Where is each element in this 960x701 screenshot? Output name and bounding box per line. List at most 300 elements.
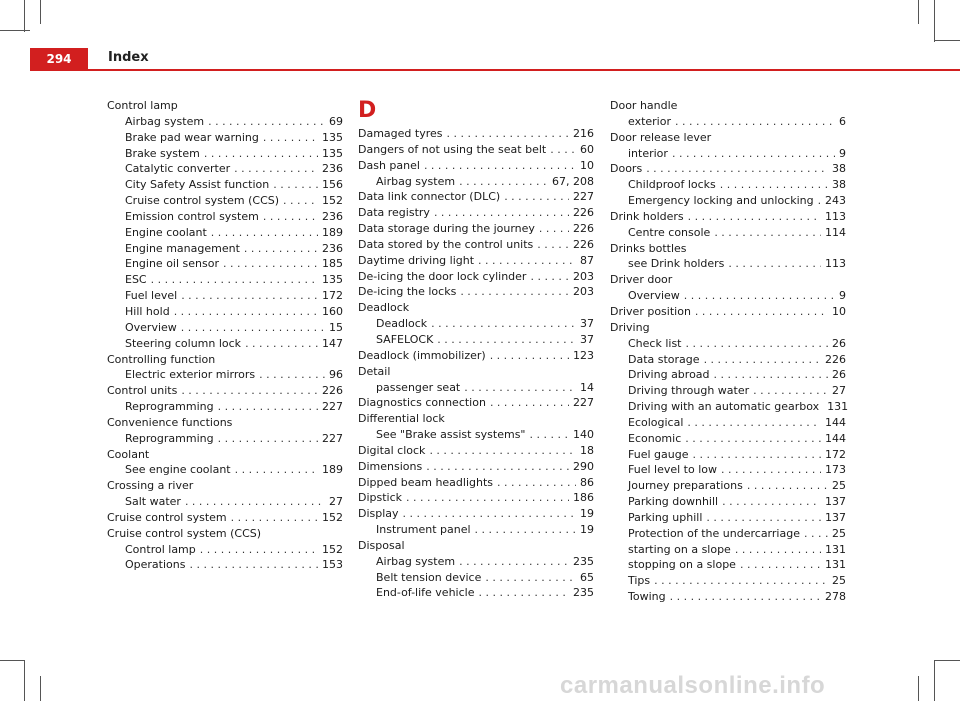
dot-leader: [189, 557, 318, 573]
page-reference[interactable]: 189: [322, 225, 343, 239]
page-reference[interactable]: 26: [832, 368, 846, 382]
index-subentry[interactable]: [610, 256, 846, 272]
index-subentry[interactable]: [610, 447, 846, 463]
index-subentry[interactable]: [358, 522, 594, 538]
dot-leader: [273, 177, 318, 193]
index-entry[interactable]: [358, 237, 594, 253]
page-reference[interactable]: 10: [832, 304, 846, 318]
index-subentry[interactable]: [107, 431, 343, 447]
entry-label: Diagnostics connection: [358, 396, 486, 410]
entry-label: Emission control system: [125, 209, 259, 223]
index-subentry[interactable]: [610, 225, 846, 241]
page-reference[interactable]: 227: [322, 431, 343, 445]
entry-label: Digital clock: [358, 443, 426, 457]
page-reference[interactable]: 25: [832, 526, 846, 540]
entry-label: ESC: [125, 273, 147, 287]
page-reference[interactable]: 173: [825, 463, 846, 477]
page-reference[interactable]: 203: [573, 285, 594, 299]
page-reference[interactable]: 9: [839, 289, 846, 303]
page-reference[interactable]: 227: [573, 396, 594, 410]
entry-label: Operations: [125, 558, 186, 572]
index-heading: Disposal: [358, 538, 405, 552]
crop-mark: [934, 0, 935, 42]
crop-mark: [24, 0, 25, 32]
page-number-tab: [30, 48, 88, 70]
entry-label: Overview: [628, 289, 680, 303]
entry-label: Display: [358, 507, 399, 521]
dot-leader: [497, 475, 576, 491]
index-entry[interactable]: [358, 126, 594, 142]
index-subentry[interactable]: [107, 272, 343, 288]
index-entry[interactable]: [358, 459, 594, 475]
entry-label: Engine oil sensor: [125, 257, 219, 271]
entry-label: Instrument panel: [376, 523, 471, 537]
index-subentry[interactable]: [610, 494, 846, 510]
entry-label: Airbag system: [125, 114, 205, 128]
index-subentry[interactable]: [610, 146, 846, 162]
entry-label: Brake pad wear warning: [125, 130, 259, 144]
entry-label: Emergency locking and unlocking: [628, 194, 814, 208]
entry-label: Driving with an automatic gearbox: [628, 400, 820, 414]
entry-label: Deadlock (immobilizer): [358, 348, 486, 362]
dot-leader: [151, 272, 318, 288]
entry-label: Dipstick: [358, 491, 403, 505]
index-subentry[interactable]: [358, 316, 594, 332]
dot-leader: [200, 542, 318, 558]
page-reference[interactable]: 67, 208: [552, 174, 594, 188]
entry-label: interior: [628, 146, 668, 160]
header-rule: [30, 69, 960, 71]
page-reference[interactable]: 144: [825, 415, 846, 429]
index-subentry[interactable]: [358, 174, 594, 190]
dot-leader: [735, 542, 821, 558]
dot-leader: [218, 399, 318, 415]
entry-label: Economic: [628, 431, 682, 445]
index-subentry[interactable]: [610, 573, 846, 589]
crop-mark: [934, 660, 935, 701]
dot-leader: [245, 336, 318, 352]
page-reference[interactable]: 137: [825, 510, 846, 524]
page-reference[interactable]: 96: [329, 368, 343, 382]
page-reference[interactable]: 216: [573, 127, 594, 140]
entry-label: Catalytic converter: [125, 162, 231, 176]
entry-label: Protection of the undercarriage: [628, 526, 800, 540]
entry-label: Childproof locks: [628, 178, 716, 192]
dot-leader: [437, 332, 576, 348]
entry-label: Drink holders: [610, 209, 684, 223]
dot-leader: [234, 161, 318, 177]
page-reference[interactable]: 172: [322, 289, 343, 303]
index-subentry[interactable]: [107, 241, 343, 257]
entry-label: starting on a slope: [628, 542, 731, 556]
index-entry[interactable]: [358, 490, 594, 506]
page-reference[interactable]: 147: [322, 336, 343, 350]
dot-leader: [539, 221, 569, 237]
entry-label: Airbag system: [376, 174, 456, 188]
index-subentry[interactable]: [107, 304, 343, 320]
dot-leader: [263, 130, 318, 146]
index-entry[interactable]: [358, 475, 594, 491]
page-reference[interactable]: 203: [573, 269, 594, 283]
dot-leader: [478, 253, 576, 269]
page-reference[interactable]: 14: [580, 380, 594, 394]
dot-leader: [695, 304, 828, 320]
index-entry[interactable]: [610, 304, 846, 320]
dot-leader: [675, 114, 835, 130]
page-reference[interactable]: 10: [580, 158, 594, 172]
index-subentry[interactable]: [610, 336, 846, 352]
page-reference[interactable]: 114: [825, 225, 846, 239]
dot-leader: [231, 510, 318, 526]
index-heading: Detail: [358, 364, 391, 378]
entry-label: Belt tension device: [376, 570, 482, 584]
page-reference[interactable]: 87: [580, 253, 594, 267]
index-subentry[interactable]: [107, 462, 343, 478]
index-subentry[interactable]: [107, 494, 343, 510]
index-entry[interactable]: [610, 209, 846, 225]
page-reference[interactable]: 137: [825, 495, 846, 509]
index-subentry[interactable]: [358, 585, 594, 601]
page-reference[interactable]: 185: [322, 257, 343, 271]
entry-label: Ecological: [628, 415, 684, 429]
crop-mark: [0, 660, 24, 661]
page-reference[interactable]: 27: [329, 495, 343, 509]
page-reference[interactable]: 38: [832, 178, 846, 192]
dot-leader: [753, 383, 828, 399]
entry-label: Engine coolant: [125, 225, 207, 239]
page-reference[interactable]: 186: [573, 491, 594, 505]
index-subentry[interactable]: [610, 478, 846, 494]
dot-leader: [721, 462, 821, 478]
dot-leader: [283, 193, 318, 209]
index-entry[interactable]: [358, 253, 594, 269]
dot-leader: [244, 241, 318, 257]
entry-label: Control lamp: [125, 542, 196, 556]
entry-label: Dash panel: [358, 158, 420, 172]
page-reference[interactable]: 26: [832, 336, 846, 350]
dot-leader: [687, 415, 821, 431]
page-reference[interactable]: 226: [573, 222, 594, 236]
entry-label: Parking downhill: [628, 495, 719, 509]
page-reference[interactable]: 18: [580, 443, 594, 457]
section-letter: D: [358, 98, 377, 123]
crop-mark: [40, 676, 41, 701]
index-subentry[interactable]: [358, 570, 594, 586]
page-reference[interactable]: 37: [580, 332, 594, 346]
entry-label: Cruise control system (CCS): [125, 194, 280, 208]
entry-label: City Safety Assist function: [125, 178, 270, 192]
page-reference[interactable]: 131: [825, 542, 846, 556]
entry-label: Dangers of not using the seat belt: [358, 142, 547, 156]
index-subentry[interactable]: [610, 288, 846, 304]
page-reference[interactable]: 152: [322, 510, 343, 524]
page-reference[interactable]: 227: [322, 400, 343, 414]
page-reference[interactable]: 86: [580, 475, 594, 489]
crop-mark: [934, 660, 960, 661]
page-reference[interactable]: 236: [322, 162, 343, 176]
page-reference[interactable]: 135: [322, 130, 343, 144]
index-entry[interactable]: [107, 383, 343, 399]
dot-leader: [460, 284, 569, 300]
dot-leader: [431, 316, 576, 332]
index-entry[interactable]: [358, 189, 594, 205]
index-entry[interactable]: [358, 269, 594, 285]
dot-leader: [654, 573, 828, 589]
entry-label: Driving through water: [628, 384, 750, 398]
index-entry[interactable]: [358, 348, 594, 364]
entry-label: Data storage during the journey: [358, 222, 535, 236]
page-reference[interactable]: 38: [832, 162, 846, 176]
index-entry[interactable]: [358, 395, 594, 411]
entry-label: Damaged tyres: [358, 127, 443, 140]
page-reference[interactable]: 235: [573, 586, 594, 600]
page-reference[interactable]: 153: [322, 558, 343, 572]
entry-label: Driver position: [610, 304, 691, 318]
page-reference[interactable]: 25: [832, 479, 846, 493]
page-reference[interactable]: 6: [839, 114, 846, 128]
index-entry[interactable]: [358, 506, 594, 522]
entry-label: exterior: [628, 114, 671, 128]
dot-leader: [235, 462, 318, 478]
page-reference[interactable]: 131: [825, 558, 846, 572]
index-subentry[interactable]: [610, 510, 846, 526]
entry-label: Fuel level to low: [628, 463, 717, 477]
dot-leader: [740, 557, 821, 573]
index-subentry[interactable]: [107, 288, 343, 304]
dot-leader: [181, 288, 318, 304]
index-subentry[interactable]: [610, 462, 846, 478]
index-entry[interactable]: [358, 205, 594, 221]
index-subentry[interactable]: [358, 332, 594, 348]
dot-leader: [406, 490, 569, 506]
dot-leader: [728, 256, 821, 272]
entry-label: Steering column lock: [125, 336, 242, 350]
dot-leader: [490, 395, 569, 411]
page-reference[interactable]: 243: [825, 194, 846, 208]
dot-leader: [685, 431, 821, 447]
crop-mark: [24, 660, 25, 701]
entry-label: Control units: [107, 384, 178, 398]
page-reference[interactable]: 65: [580, 570, 594, 584]
index-subentry[interactable]: [107, 367, 343, 383]
page-reference[interactable]: 19: [580, 507, 594, 521]
page-reference[interactable]: 235: [573, 554, 594, 568]
index-subentry[interactable]: [107, 557, 343, 573]
index-heading: Differential lock: [358, 412, 445, 426]
index-subentry[interactable]: [358, 554, 594, 570]
index-entry[interactable]: [610, 161, 846, 177]
entry-label: Tips: [628, 574, 651, 588]
dot-leader: [174, 304, 318, 320]
page-reference[interactable]: 189: [322, 463, 343, 477]
index-heading: Coolant: [107, 447, 150, 461]
dot-leader: [688, 209, 821, 225]
page-reference[interactable]: 236: [322, 209, 343, 223]
page-reference[interactable]: 226: [322, 384, 343, 398]
entry-label: Driving abroad: [628, 368, 710, 382]
dot-leader: [403, 506, 576, 522]
index-subentry[interactable]: [610, 114, 846, 130]
index-subentry[interactable]: [610, 367, 846, 383]
page-reference[interactable]: 135: [322, 273, 343, 287]
page-reference[interactable]: 123: [573, 348, 594, 362]
dot-leader: [722, 494, 821, 510]
page-reference[interactable]: 135: [322, 146, 343, 160]
index-subentry[interactable]: [107, 161, 343, 177]
index-entry[interactable]: [358, 142, 594, 158]
dot-leader: [185, 494, 325, 510]
page-reference[interactable]: 113: [825, 257, 846, 271]
entry-label: Journey preparations: [628, 479, 743, 493]
index-subentry[interactable]: [107, 177, 343, 193]
index-column-1: [107, 98, 343, 573]
entry-label: Dimensions: [358, 459, 423, 473]
page-reference[interactable]: 131: [827, 400, 849, 414]
entry-label: Fuel level: [125, 289, 178, 303]
dot-leader: [259, 367, 325, 383]
index-subentry[interactable]: [107, 130, 343, 146]
page-number: 294: [46, 52, 72, 66]
dot-leader: [459, 174, 548, 190]
index-subentry[interactable]: [107, 193, 343, 209]
entry-label: see Drink holders: [628, 257, 725, 271]
entry-label: See "Brake assist systems": [376, 428, 526, 442]
dot-leader: [530, 269, 569, 285]
page-reference[interactable]: 27: [832, 384, 846, 398]
page-reference[interactable]: 69: [329, 114, 343, 128]
page-reference[interactable]: 226: [573, 206, 594, 220]
index-subentry[interactable]: [610, 431, 846, 447]
entry-label: Data stored by the control units: [358, 237, 534, 251]
page-reference[interactable]: 19: [580, 523, 594, 537]
index-subentry[interactable]: [610, 177, 846, 193]
index-subentry[interactable]: [107, 320, 343, 336]
index-subentry[interactable]: [610, 526, 846, 542]
dot-leader: [464, 380, 576, 396]
dot-leader: [424, 158, 576, 174]
index-subentry[interactable]: [610, 589, 846, 605]
page-reference[interactable]: 37: [580, 317, 594, 331]
page-reference[interactable]: 236: [322, 241, 343, 255]
dot-leader: [181, 383, 318, 399]
dot-leader: [485, 570, 576, 586]
page-reference[interactable]: 152: [322, 194, 343, 208]
watermark: carmanualsonline.info: [560, 672, 826, 699]
dot-leader: [429, 443, 576, 459]
index-subentry[interactable]: [610, 383, 846, 399]
index-heading: Door handle: [610, 99, 678, 112]
index-subentry[interactable]: [107, 114, 343, 130]
entry-label: See engine coolant: [125, 463, 231, 477]
page-reference[interactable]: 15: [329, 320, 343, 334]
page-reference[interactable]: 113: [825, 209, 846, 223]
page-reference[interactable]: 226: [573, 237, 594, 251]
index-heading: Crossing a river: [107, 479, 194, 493]
index-subentry[interactable]: [610, 557, 846, 573]
entry-label: Doors: [610, 162, 643, 176]
index-subentry[interactable]: [107, 399, 343, 415]
index-subentry[interactable]: [610, 193, 846, 209]
entry-label: Cruise control system: [107, 510, 227, 524]
index-subentry[interactable]: [358, 380, 594, 396]
dot-leader: [804, 526, 828, 542]
dot-leader: [537, 237, 569, 253]
index-entry[interactable]: [358, 221, 594, 237]
page-reference[interactable]: 9: [839, 146, 846, 160]
index-subentry[interactable]: [610, 352, 846, 368]
dot-leader: [211, 225, 318, 241]
page-reference[interactable]: 160: [322, 304, 343, 318]
entry-label: Towing: [628, 590, 666, 604]
entry-label: Parking uphill: [628, 510, 703, 524]
crop-mark: [934, 40, 960, 41]
index-subentry[interactable]: [358, 427, 594, 443]
entry-label: Airbag system: [376, 554, 456, 568]
index-heading: Deadlock: [358, 301, 410, 315]
dot-leader: [550, 142, 576, 158]
entry-label: Engine management: [125, 241, 240, 255]
page-reference[interactable]: 152: [322, 542, 343, 556]
page-reference[interactable]: 140: [573, 428, 594, 442]
page-reference[interactable]: 172: [825, 447, 846, 461]
page-reference[interactable]: 290: [573, 459, 594, 473]
entry-label: Check list: [628, 336, 682, 350]
dot-leader: [223, 256, 318, 272]
entry-label: Data link connector (DLC): [358, 190, 501, 204]
entry-label: Data registry: [358, 206, 430, 220]
index-heading: Control lamp: [107, 99, 178, 112]
page-reference[interactable]: 226: [825, 352, 846, 366]
index-heading: Cruise control system (CCS): [107, 526, 262, 540]
index-entry[interactable]: [358, 284, 594, 300]
dot-leader: [263, 209, 318, 225]
index-heading: Driver door: [610, 273, 673, 287]
crop-mark: [40, 0, 41, 24]
index-entry[interactable]: [358, 443, 594, 459]
page-reference[interactable]: 227: [573, 190, 594, 204]
page-reference[interactable]: 278: [825, 590, 846, 604]
index-subentry[interactable]: [107, 209, 343, 225]
index-entry[interactable]: [107, 510, 343, 526]
dot-leader: [714, 367, 828, 383]
index-subentry[interactable]: [107, 225, 343, 241]
entry-label: Centre console: [628, 225, 711, 239]
index-subentry[interactable]: [610, 415, 846, 431]
page-reference[interactable]: 60: [580, 142, 594, 156]
index-column-3: [610, 98, 849, 605]
dot-leader: [426, 459, 569, 475]
index-subentry[interactable]: [107, 146, 343, 162]
dot-leader: [714, 225, 821, 241]
page-reference[interactable]: 25: [832, 574, 846, 588]
entry-label: Brake system: [125, 146, 200, 160]
index-entry[interactable]: [358, 158, 594, 174]
page-reference[interactable]: 156: [322, 178, 343, 192]
dot-leader: [704, 352, 821, 368]
entry-label: Reprogramming: [125, 431, 214, 445]
page-reference[interactable]: 144: [825, 431, 846, 445]
index-subentry[interactable]: [610, 542, 846, 558]
dot-leader: [684, 288, 835, 304]
index-subentry[interactable]: [107, 542, 343, 558]
index-subentry[interactable]: [107, 336, 343, 352]
crop-mark: [918, 676, 919, 701]
dot-leader: [720, 177, 828, 193]
index-subentry[interactable]: [610, 399, 849, 415]
index-subentry[interactable]: [107, 256, 343, 272]
dot-leader: [818, 193, 821, 209]
entry-label: Deadlock: [376, 317, 428, 331]
